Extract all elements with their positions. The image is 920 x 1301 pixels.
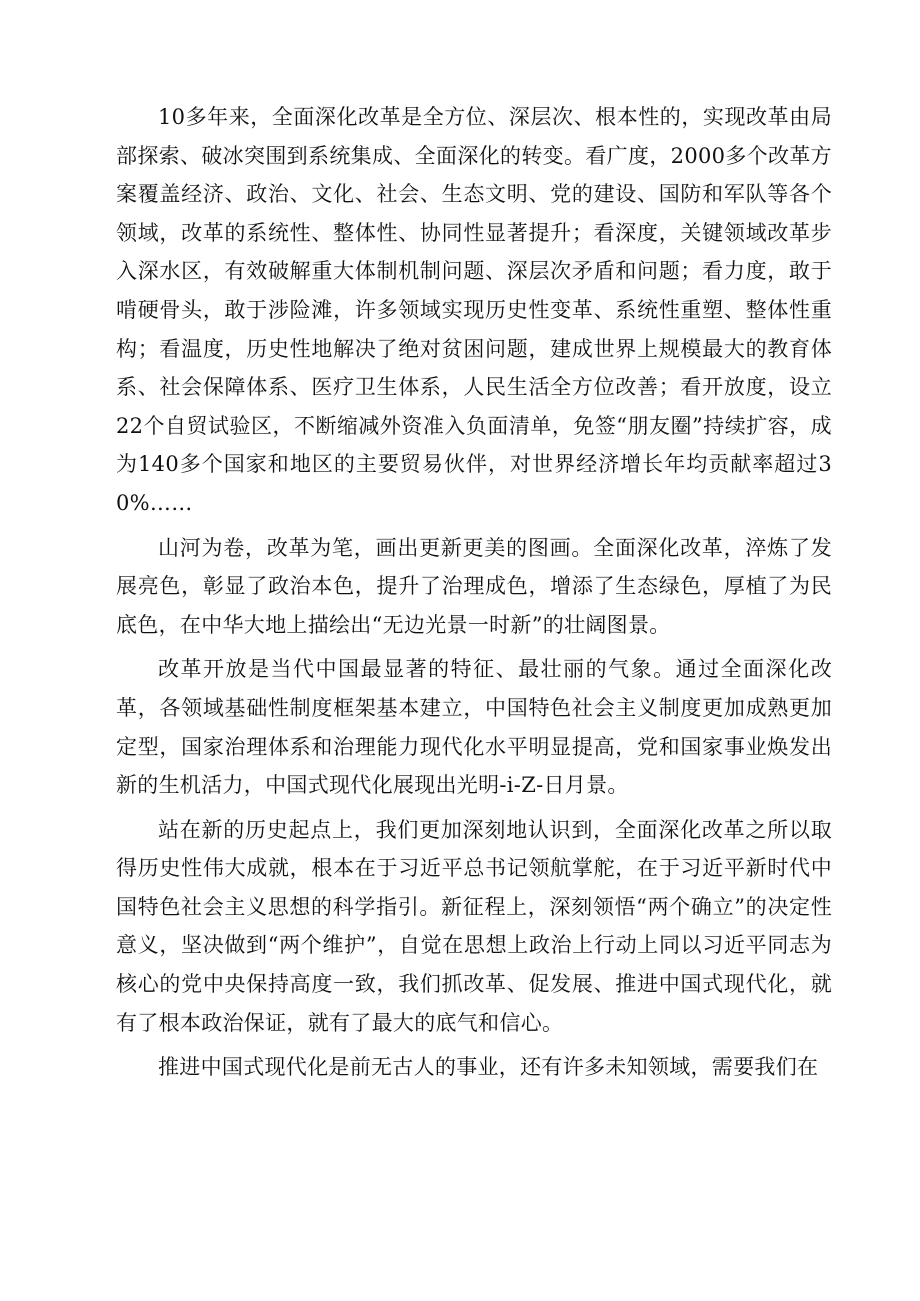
paragraph-chinese-modernization: 推进中国式现代化是前无古人的事业，还有许多未知领域，需要我们在 bbox=[158, 1055, 819, 1080]
paragraph-historical-starting-point: 站在新的历史起点上，我们更加深刻地认识到，全面深化改革之所以取得历史性伟大成就，根本在于习近平总书记领航掌舵，在于习近平新时代中国特色社会主义思想的科学指引。新征程上，深刻领悟“两个确立”的决定性意义，坚决做到“两个维护”，自觉在思想上政治上行动上同以习近平同志为核心的党中央保持高度一致，我们抓改革、促发展、推进中国式现代化，就有了根本政治保证，就有了最大的底气和信心。 bbox=[116, 817, 832, 1035]
paragraph-reform-achievements: 10多年来，全面深化改革是全方位、深层次、根本性的，实现改革由局部探索、破冰突围到系统集成、全面深化的转变。看广度，2000多个改革方案覆盖经济、政治、文化、社会、生态文明、党的建设、国防和军队等各个领域，改革的系统性、整体性、协同性显著提升；看深度，关键领域改革步入深水区，有效破解重大体制机制问题、深层次矛盾和问题；看力度，敢于啃硬骨头，敢于涉险滩，许多领域实现历史性变革、系统性重塑、整体性重构；看温度，历史性地解决了绝对贫困问题，建成世界上规模最大的教育体系、社会保障体系、医疗卫生体系，人民生活全方位改善；看开放度，设立22个自贸试验区，不断缩减外资准入负面清单，免签“朋友圈”持续扩容，成为140多个国家和地区的主要贸易伙伴，对世界经济增长年均贡献率超过30%…… bbox=[116, 105, 832, 515]
paragraph-reform-opening: 改革开放是当代中国最显著的特征、最壮丽的气象。通过全面深化改革，各领域基础性制度框架基本建立，中国特色社会主义制度更加成熟更加定型，国家治理体系和治理能力现代化水平明显提高，党和国家事业焕发出新的生机活力，中国式现代化展现出光明-i-Z-日月景。 bbox=[116, 657, 832, 798]
paragraph-mountains-rivers: 山河为卷，改革为笔，画出更新更美的图画。全面深化改革，淬炼了发展亮色，彰显了政治本色，提升了治理成色，增添了生态绿色，厚植了为民底色，在中华大地上描绘出“无边光景一时新”的壮阔图景。 bbox=[116, 535, 832, 637]
article-body bbox=[116, 98, 832, 1087]
